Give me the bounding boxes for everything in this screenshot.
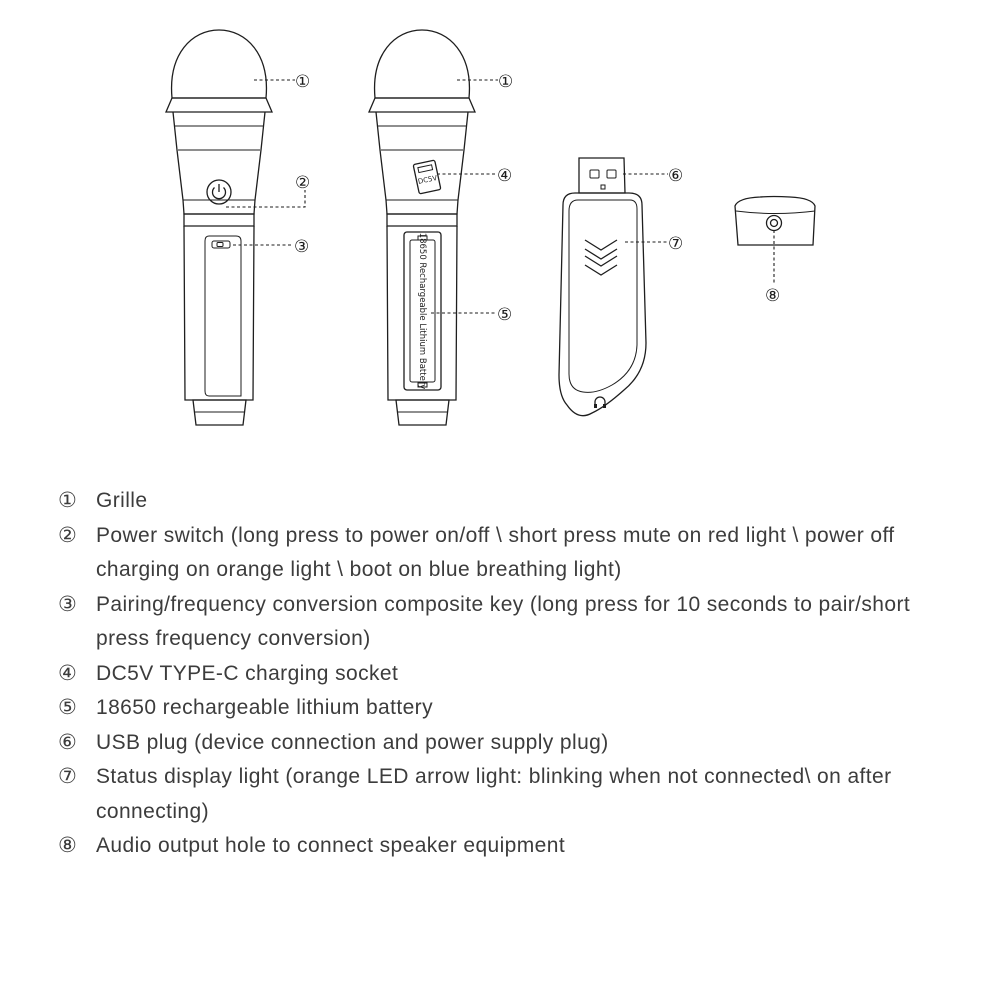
legend-item-charging-socket (58, 657, 958, 692)
legend-item-audio-output (58, 829, 958, 864)
callout-1-open: ① (498, 72, 514, 92)
receiver-side-view (735, 197, 815, 246)
callout-numbers (294, 72, 780, 325)
legend-text: Grille (96, 489, 148, 512)
callout-2: ② (295, 173, 311, 193)
product-diagram (0, 0, 1000, 450)
parts-legend (58, 484, 958, 864)
legend-item-pairing-key (58, 588, 958, 657)
grille-ring (369, 98, 475, 112)
microphone-front (166, 30, 272, 425)
receiver-body (559, 193, 646, 416)
legend-item-usb-plug (58, 726, 958, 761)
legend-marker: ② (58, 523, 78, 547)
legend-text: Pairing/frequency conversion composite key (long press for 10 seconds to pair/short press frequency conversion) (96, 592, 911, 650)
callout-6: ⑥ (668, 166, 684, 186)
legend-item-grille (58, 484, 958, 519)
receiver-panel (569, 200, 637, 392)
leader-lines (226, 80, 774, 313)
receiver-end (735, 197, 815, 246)
microphone-handle (184, 226, 254, 400)
callout-1: ① (295, 72, 311, 92)
socket-label: DC5V (417, 173, 439, 186)
legend-marker: ④ (58, 661, 78, 685)
usb-receiver (559, 158, 646, 416)
microphone-open (369, 30, 475, 425)
legend-text: USB plug (device connection and power supply plug) (96, 730, 609, 754)
callout-7: ⑦ (668, 234, 684, 254)
legend-text: Audio output hole to connect speaker equipment (96, 834, 566, 857)
audio-jack-icon (767, 216, 782, 231)
legend-marker: ⑥ (58, 730, 78, 754)
neck-ring (387, 214, 457, 226)
legend-marker: ⑧ (58, 834, 78, 857)
neck-ring (184, 214, 254, 226)
double-chevron-down-icon (585, 240, 617, 275)
legend-text: Status display light (orange LED arrow light: blinking when not connected\ on after connecting) (96, 765, 892, 823)
legend-marker: ③ (58, 592, 78, 616)
legend-marker: ⑤ (58, 696, 78, 719)
handle-panel (205, 236, 241, 396)
legend-text: Power switch (long press to power on/off \ short press mute on red light \ power off charging on orange light \ boot on blue breathing light) (96, 523, 895, 581)
usb-plug (579, 158, 625, 193)
callout-5: ⑤ (497, 305, 513, 325)
battery-label: 18650 Rechargeable Lithium Battery (417, 232, 427, 390)
legend-text: 18650 rechargeable lithium battery (96, 696, 433, 719)
legend-item-power-switch (58, 519, 958, 588)
grille-ring (166, 98, 272, 112)
microphone-grille (375, 30, 470, 98)
legend-item-battery (58, 691, 958, 726)
microphone-grille (172, 30, 267, 98)
legend-item-status-light (58, 760, 958, 829)
headphone-icon (594, 397, 606, 408)
callout-8: ⑧ (765, 286, 781, 306)
legend-marker: ① (58, 489, 78, 512)
legend-text: DC5V TYPE-C charging socket (96, 661, 399, 685)
callout-3: ③ (294, 237, 310, 257)
type-c-socket (413, 160, 441, 194)
legend-marker: ⑦ (58, 765, 78, 788)
pairing-key (212, 241, 230, 248)
callout-4: ④ (497, 166, 513, 186)
